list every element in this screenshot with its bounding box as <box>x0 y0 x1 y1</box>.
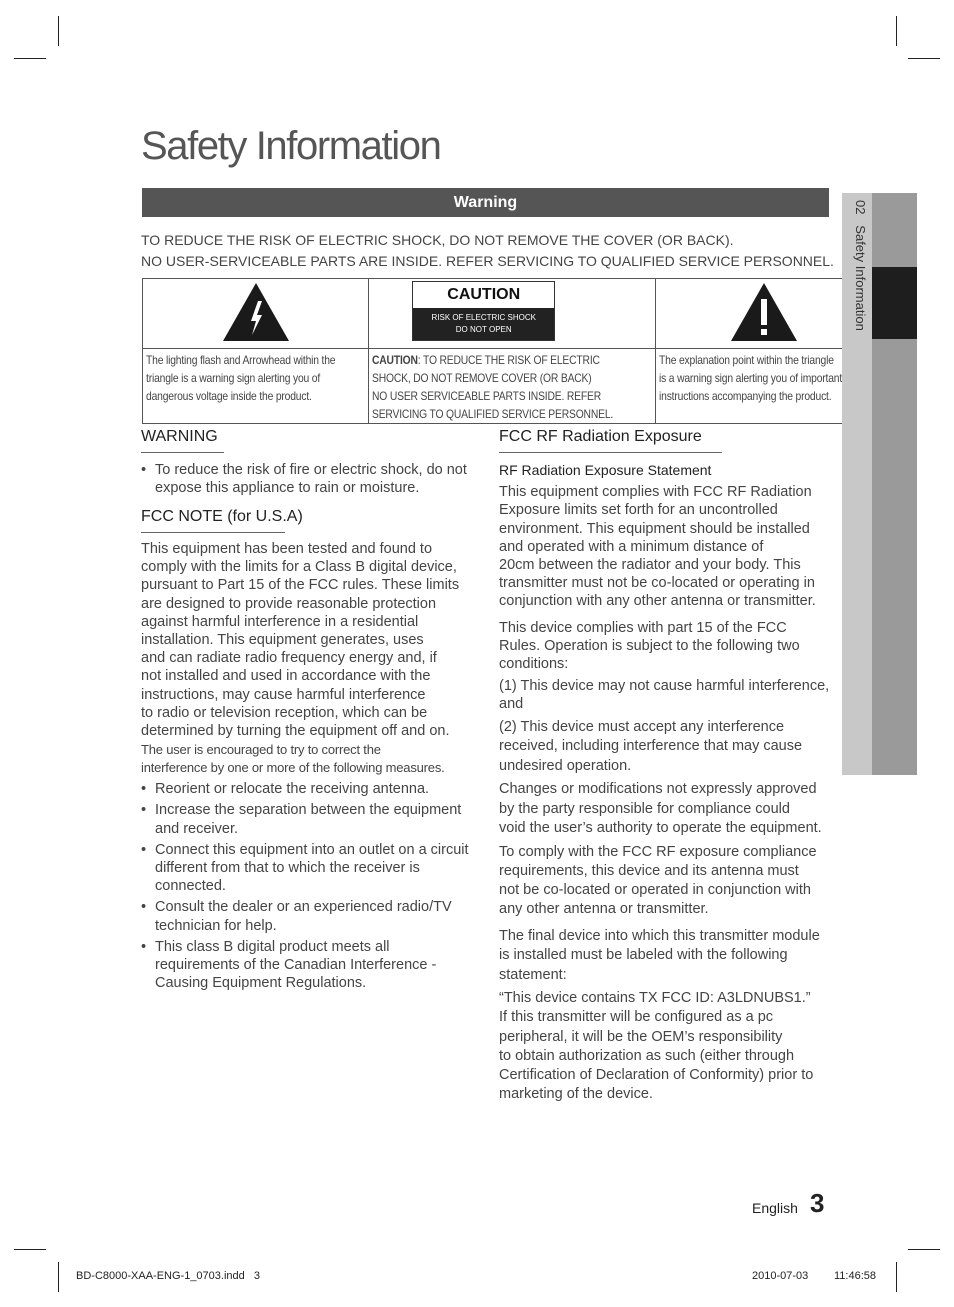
description-line: SERVICING TO QUALIFIED SERVICE PERSONNEL. <box>372 407 614 421</box>
body-line: and can radiate radio frequency energy and, if <box>141 650 437 667</box>
lightning-symbol-cell <box>143 279 369 349</box>
description-line: : TO REDUCE THE RISK OF ELECTRIC <box>418 353 601 367</box>
body-line: to obtain authorization as such (either through <box>499 1047 795 1064</box>
caution-sub-line: RISK OF ELECTRIC SHOCK <box>431 313 536 322</box>
heading-underline <box>141 452 224 453</box>
page-language: English <box>752 1200 798 1216</box>
body-line: installation. This equipment generates, uses <box>141 632 424 649</box>
body-line: any other antenna or transmitter. <box>499 900 709 917</box>
body-line: transmitter must not be co-located or operating in <box>499 575 815 592</box>
crop-mark <box>58 1262 59 1292</box>
fcc-rf-body <box>499 461 839 1104</box>
fcc-note-heading: FCC NOTE (for U.S.A) <box>141 508 303 525</box>
safety-symbols-table <box>142 278 874 424</box>
body-line: If this transmitter will be configured as a pc <box>499 1009 774 1026</box>
caution-sub-line: DO NOT OPEN <box>455 325 512 334</box>
exclamation-triangle-icon <box>729 281 799 343</box>
description-line: dangerous voltage inside the product. <box>146 389 312 403</box>
body-line: “This device contains TX FCC ID: A3LDNUBS1.” <box>499 990 811 1007</box>
body-line: statement: <box>499 966 567 983</box>
description-line: The explanation point within the triangle <box>658 353 834 367</box>
description-line: is a warning sign alerting you of important <box>658 371 842 385</box>
lightning-description <box>143 349 369 424</box>
page-number: 3 <box>810 1188 825 1218</box>
crop-mark <box>896 1262 897 1292</box>
body-line: comply with the limits for a Class B digital device, <box>141 559 457 576</box>
body-line: This equipment complies with FCC RF Radiation <box>499 484 812 501</box>
body-line: (1) This device may not cause harmful interference, <box>499 678 830 695</box>
caution-title: CAUTION <box>413 282 554 308</box>
description-line: The lighting flash and Arrowhead within the <box>146 353 336 367</box>
list-item: • This class B digital product meets all requirements of the Canadian Interference - Causing Equipment Regulations. <box>141 938 481 993</box>
body-line: To comply with the FCC RF exposure compliance <box>499 843 817 860</box>
list-item: • To reduce the risk of fire or electric shock, do not expose this appliance to rain or moisture. <box>141 461 471 497</box>
list-item: • Consult the dealer or an experienced radio/TV technician for help. <box>141 898 481 934</box>
warning-bullets <box>141 461 471 500</box>
rf-subheading: RF Radiation Exposure Statement <box>499 462 712 478</box>
body-line: This device complies with part 15 of the FCC <box>499 619 787 636</box>
body-line: and operated with a minimum distance of <box>499 538 764 555</box>
crop-mark <box>908 58 940 59</box>
intro-warning <box>141 230 841 272</box>
warning-heading: WARNING <box>141 428 218 445</box>
list-item: • Increase the separation between the equipment and receiver. <box>141 801 481 837</box>
crop-mark <box>908 1249 940 1250</box>
body-line: not installed and used in accordance with the <box>141 668 431 685</box>
body-line: The user is encouraged to try to correct the <box>141 742 381 758</box>
side-tab-marker <box>872 267 917 339</box>
body-line: This equipment has been tested and found to <box>141 541 433 557</box>
fcc-note-body <box>141 540 481 995</box>
body-line: conjunction with any other antenna or transmitter. <box>499 593 816 610</box>
file-name: BD-C8000-XAA-ENG-1_0703.indd 3 <box>76 1270 261 1282</box>
body-line: determined by turning the equipment off and on. <box>141 723 450 740</box>
print-time: 11:46:58 <box>834 1270 877 1282</box>
description-line: instructions accompanying the product. <box>658 389 831 403</box>
body-line: interference by one or more of the following measures. <box>141 760 445 776</box>
crop-mark <box>58 16 59 46</box>
body-line: against harmful interference in a residential <box>141 613 419 630</box>
crop-mark <box>896 16 897 46</box>
intro-line: TO REDUCE THE RISK OF ELECTRIC SHOCK, DO NOT REMOVE THE COVER (OR BACK). <box>141 232 734 248</box>
body-line: marketing of the device. <box>499 1086 653 1103</box>
body-line: pursuant to Part 15 of the FCC rules. These limits <box>141 577 460 594</box>
body-line: conditions: <box>499 656 569 673</box>
body-line: to radio or television reception, which can be <box>141 704 428 721</box>
body-line: are designed to provide reasonable protection <box>141 595 437 612</box>
body-line: received, including interference that may cause <box>499 738 803 755</box>
body-line: not be co-located or operated in conjunction with <box>499 881 811 898</box>
description-line: triangle is a warning sign alerting you of <box>146 371 321 385</box>
print-date: 2010-07-03 <box>752 1270 809 1282</box>
caution-bold: CAUTION <box>372 353 419 367</box>
body-line: Certification of Declaration of Conformity) prior to <box>499 1066 814 1083</box>
lightning-triangle-icon <box>221 281 291 343</box>
body-line: peripheral, it will be the OEM’s responsibility <box>499 1028 783 1045</box>
body-line: is installed must be labeled with the following <box>499 947 788 964</box>
body-line: (2) This device must accept any interference <box>499 718 785 735</box>
list-item: • Connect this equipment into an outlet on a circuit different from that to which the receiver is connected. <box>141 841 481 896</box>
body-line: undesired operation. <box>499 757 632 774</box>
body-line: requirements, this device and its antenna must <box>499 862 799 879</box>
body-line: The final device into which this transmitter module <box>499 927 820 944</box>
body-line: 20cm between the radiator and your body. This <box>499 557 801 574</box>
warning-section-bar: Warning <box>142 188 829 217</box>
description-line: SHOCK, DO NOT REMOVE COVER (OR BACK) <box>372 371 592 385</box>
description-line: NO USER SERVICEABLE PARTS INSIDE. REFER <box>372 389 602 403</box>
caution-subtext <box>413 308 554 340</box>
crop-mark <box>14 1249 46 1250</box>
body-line: void the user’s authority to operate the equipment. <box>499 820 822 837</box>
heading-underline <box>141 532 285 533</box>
side-tab-label: 02 Safety Information <box>853 200 868 331</box>
crop-mark <box>14 58 46 59</box>
body-line: Exposure limits set forth for an uncontrolled <box>499 502 778 519</box>
body-line: environment. This equipment should be installed <box>499 520 810 537</box>
heading-underline <box>499 452 722 453</box>
page-title: Safety Information <box>141 124 441 168</box>
body-line: Changes or modifications not expressly approved <box>499 781 817 798</box>
intro-line: NO USER-SERVICEABLE PARTS ARE INSIDE. REFER SERVICING TO QUALIFIED SERVICE PERSONNEL. <box>141 253 834 269</box>
body-line: Rules. Operation is subject to the following two <box>499 637 800 654</box>
body-line: by the party responsible for compliance could <box>499 800 790 817</box>
list-item: • Reorient or relocate the receiving antenna. <box>141 780 481 798</box>
caution-description <box>369 349 655 424</box>
caution-symbol-cell <box>369 279 655 349</box>
body-line: instructions, may cause harmful interference <box>141 686 426 703</box>
fcc-rf-heading: FCC RF Radiation Exposure <box>499 428 702 445</box>
body-line: and <box>499 696 524 713</box>
caution-label-box <box>412 281 555 341</box>
